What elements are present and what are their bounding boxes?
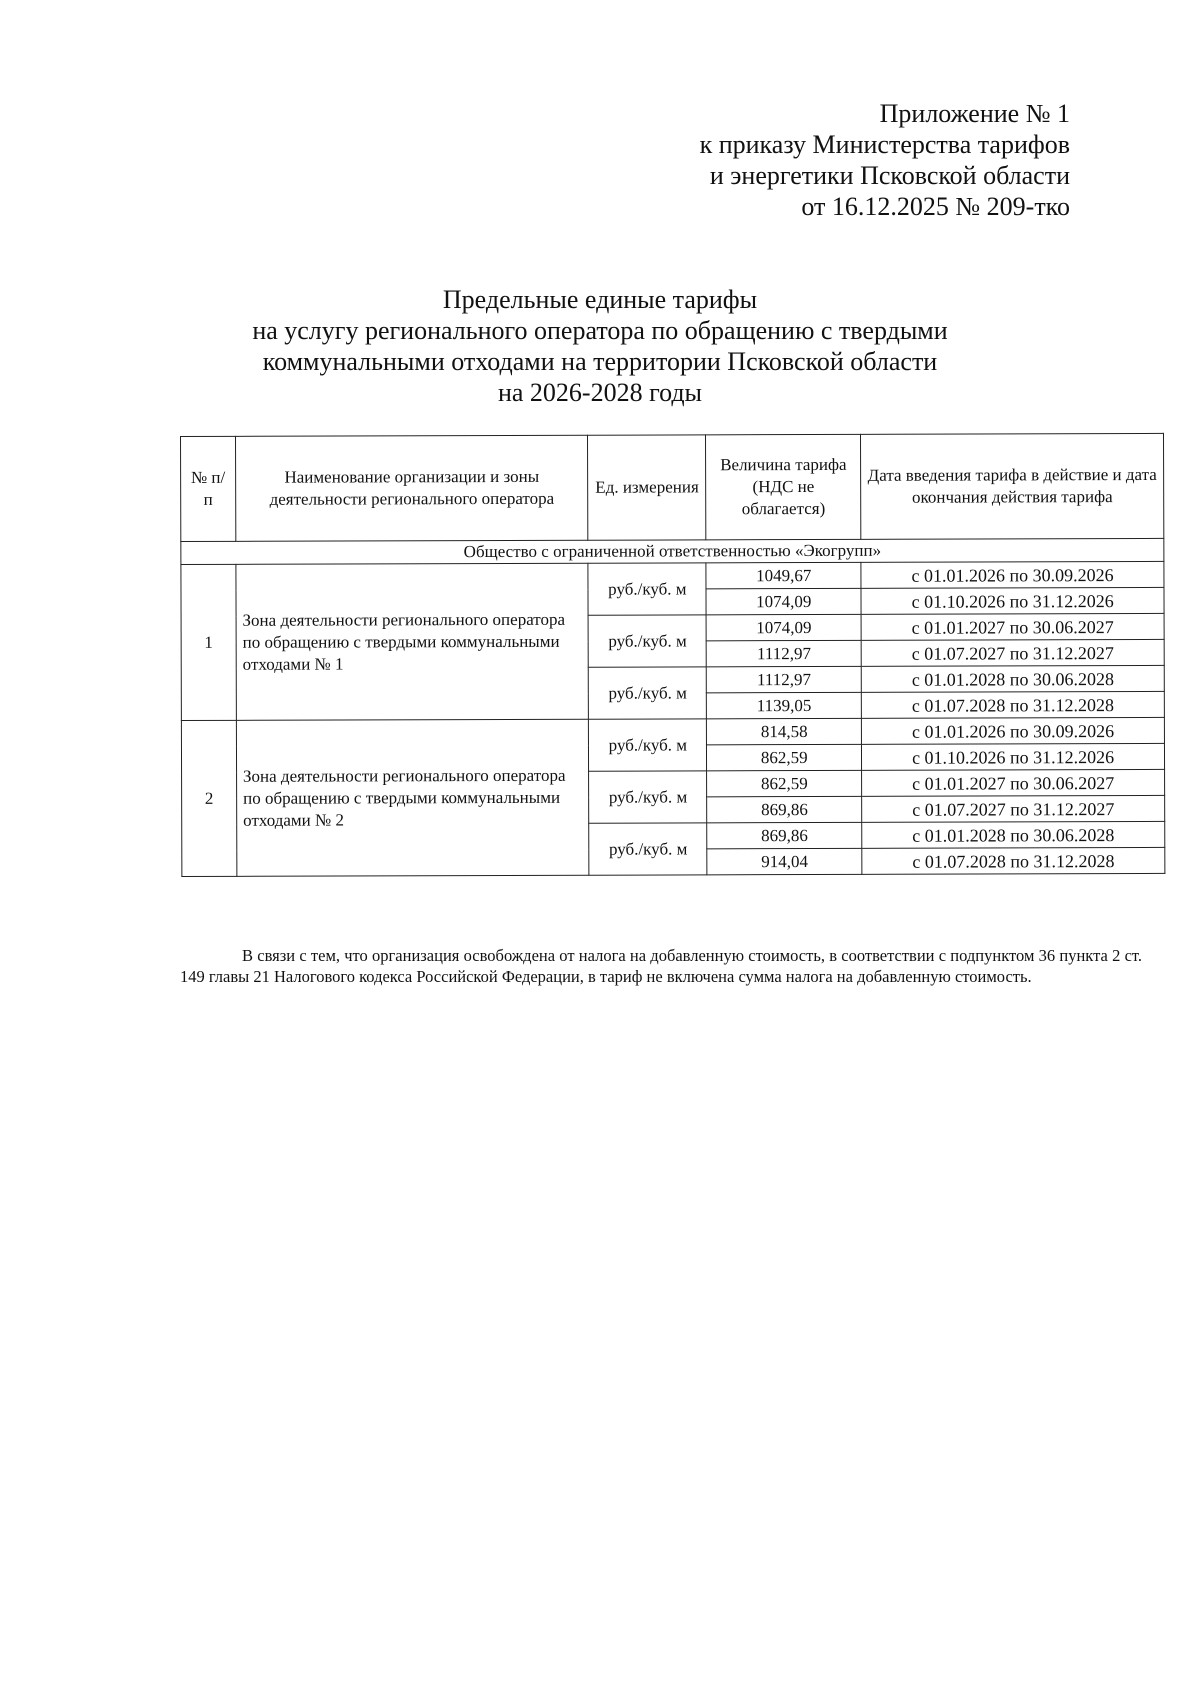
header-num: № п/п bbox=[181, 436, 236, 541]
tariff-value: 862,59 bbox=[707, 744, 862, 770]
tariff-period: с 01.10.2026 по 31.12.2026 bbox=[861, 587, 1164, 614]
tariff-table bbox=[180, 433, 1165, 877]
zone-number: 2 bbox=[181, 720, 236, 876]
tariff-period: с 01.01.2028 по 30.06.2028 bbox=[861, 665, 1164, 692]
tariff-value: 914,04 bbox=[707, 848, 862, 874]
tariff-value: 869,86 bbox=[707, 796, 862, 822]
title-line: Предельные единые тарифы bbox=[442, 285, 758, 314]
title-line: коммунальными отходами на территории Псковской области bbox=[262, 347, 938, 376]
tariff-value: 1074,09 bbox=[706, 614, 861, 640]
organization-name: Общество с ограниченной ответственностью «Экогрупп» bbox=[181, 538, 1164, 564]
header-unit: Ед. измерения bbox=[588, 435, 706, 540]
appendix-line: к приказу Министерства тарифов bbox=[699, 130, 1070, 159]
title-line: на услугу регионального оператора по обращению с твердыми bbox=[252, 316, 948, 345]
unit-cell: руб./куб. м bbox=[589, 719, 707, 771]
zone-name: Зона деятельности регионального оператора по обращению с твердыми коммунальными отходами № 1 bbox=[236, 563, 589, 720]
footnote-paragraph: В связи с тем, что организация освобождена от налога на добавленную стоимость, в соответствии с подпунктом 36 пункта 2 ст. 149 главы 21 Налогового кодекса Российской Федерации, в тариф не включена сумма налога на добавленную стоимость. bbox=[180, 945, 1142, 986]
tariff-period: с 01.01.2027 по 30.06.2027 bbox=[862, 769, 1165, 796]
unit-cell: руб./куб. м bbox=[589, 771, 707, 823]
table-header-row bbox=[181, 433, 1164, 541]
zone-name: Зона деятельности регионального оператора по обращению с твердыми коммунальными отходами № 2 bbox=[236, 719, 589, 876]
tariff-period: с 01.07.2027 по 31.12.2027 bbox=[862, 795, 1165, 822]
table-row bbox=[181, 561, 1164, 590]
organization-row bbox=[181, 538, 1164, 564]
tariff-value: 1074,09 bbox=[706, 588, 861, 614]
tariff-period: с 01.07.2028 по 31.12.2028 bbox=[861, 691, 1164, 718]
tariff-value: 869,86 bbox=[707, 822, 862, 848]
header-name: Наименование организации и зоны деятельности регионального оператора bbox=[235, 435, 588, 541]
appendix-line: от 16.12.2025 № 209-тко bbox=[801, 192, 1070, 221]
unit-cell: руб./куб. м bbox=[588, 615, 706, 667]
title-line: на 2026-2028 годы bbox=[497, 378, 703, 407]
tariff-period: с 01.07.2027 по 31.12.2027 bbox=[861, 639, 1164, 666]
header-period: Дата введения тарифа в действие и дата окончания действия тарифа bbox=[861, 433, 1164, 539]
appendix-line: Приложение № 1 bbox=[879, 99, 1070, 128]
unit-cell: руб./куб. м bbox=[589, 823, 707, 875]
tariff-period: с 01.01.2026 по 30.09.2026 bbox=[862, 717, 1165, 744]
document-title bbox=[150, 284, 1050, 408]
tariff-value: 1139,05 bbox=[707, 692, 862, 718]
tariff-value: 1112,97 bbox=[706, 640, 861, 666]
tariff-period: с 01.07.2028 по 31.12.2028 bbox=[862, 847, 1165, 874]
header-value: Величина тарифа (НДС не облагается) bbox=[706, 434, 861, 539]
tariff-period: с 01.10.2026 по 31.12.2026 bbox=[862, 743, 1165, 770]
tariff-period: с 01.01.2027 по 30.06.2027 bbox=[861, 613, 1164, 640]
tariff-value: 1049,67 bbox=[706, 562, 861, 588]
appendix-block bbox=[700, 98, 1070, 222]
tariff-value: 814,58 bbox=[707, 718, 862, 744]
tariff-period: с 01.01.2026 по 30.09.2026 bbox=[861, 561, 1164, 588]
tariff-value: 1112,97 bbox=[707, 666, 862, 692]
zone-number: 1 bbox=[181, 564, 236, 720]
unit-cell: руб./куб. м bbox=[589, 667, 707, 719]
unit-cell: руб./куб. м bbox=[588, 563, 706, 615]
appendix-line: и энергетики Псковской области bbox=[709, 161, 1070, 190]
tariff-value: 862,59 bbox=[707, 770, 862, 796]
table-row bbox=[181, 717, 1164, 746]
tariff-period: с 01.01.2028 по 30.06.2028 bbox=[862, 821, 1165, 848]
